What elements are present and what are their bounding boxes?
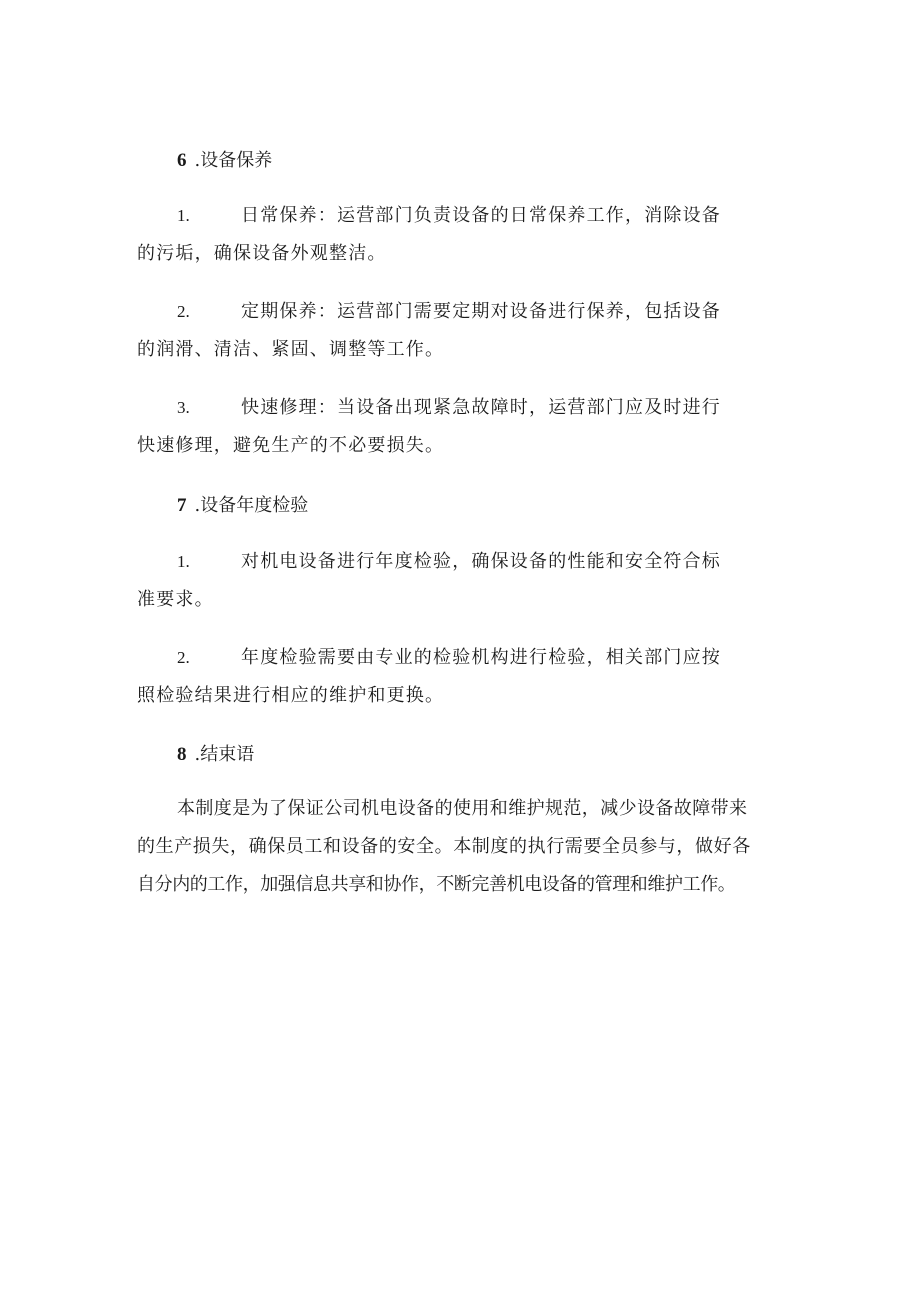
- list-item-index: 2.: [177, 648, 190, 667]
- section-heading-8: [177, 743, 254, 767]
- list-item-text: 对机电设备进行年度检验，确保设备的性能和安全符合标: [241, 551, 721, 572]
- list-item-index: 1.: [177, 206, 190, 225]
- section-title: .设备保养: [194, 150, 273, 171]
- list-item-text: 的润滑、清洁、紧固、调整等工作。: [137, 339, 445, 360]
- list-item-text: 照检验结果进行相应的维护和更换。: [137, 685, 445, 706]
- section-number: 6: [177, 150, 187, 171]
- list-item: [137, 639, 757, 715]
- section-number: 7: [177, 495, 187, 516]
- list-item-text: 快速修理：当设备出现紧急故障时，运营部门应及时进行: [241, 397, 721, 418]
- list-item-index: 3.: [177, 398, 190, 417]
- section-heading-6: [177, 149, 272, 173]
- list-item: [137, 197, 757, 273]
- paragraph-line: 本制度是为了保证公司机电设备的使用和维护规范，减少设备故障带来: [177, 798, 748, 819]
- section-heading-7: [177, 494, 308, 518]
- list-item-text: 年度检验需要由专业的检验机构进行检验，相关部门应按: [241, 647, 721, 668]
- list-item: [137, 389, 757, 465]
- list-item-text: 准要求。: [137, 589, 214, 610]
- list-item: [137, 543, 757, 619]
- list-item-text: 的污垢，确保设备外观整洁。: [137, 243, 387, 264]
- paragraph-line: 的生产损失，确保员工和设备的安全。本制度的执行需要全员参与，做好各: [137, 836, 751, 857]
- list-item-text: 日常保养：运营部门负责设备的日常保养工作，消除设备: [241, 205, 721, 226]
- list-item-index: 2.: [177, 302, 190, 321]
- list-item-text: 定期保养：运营部门需要定期对设备进行保养，包括设备: [241, 301, 721, 322]
- paragraph-line: 自分内的工作，加强信息共享和协作，不断完善机电设备的管理和维护工作。: [137, 874, 736, 895]
- section-title: .设备年度检验: [194, 495, 309, 516]
- list-item: [137, 293, 757, 369]
- section-title: .结束语: [194, 744, 255, 765]
- list-item-index: 1.: [177, 552, 190, 571]
- list-item-text: 快速修理，避免生产的不必要损失。: [137, 435, 445, 456]
- section-number: 8: [177, 744, 187, 765]
- closing-paragraph: [137, 790, 797, 904]
